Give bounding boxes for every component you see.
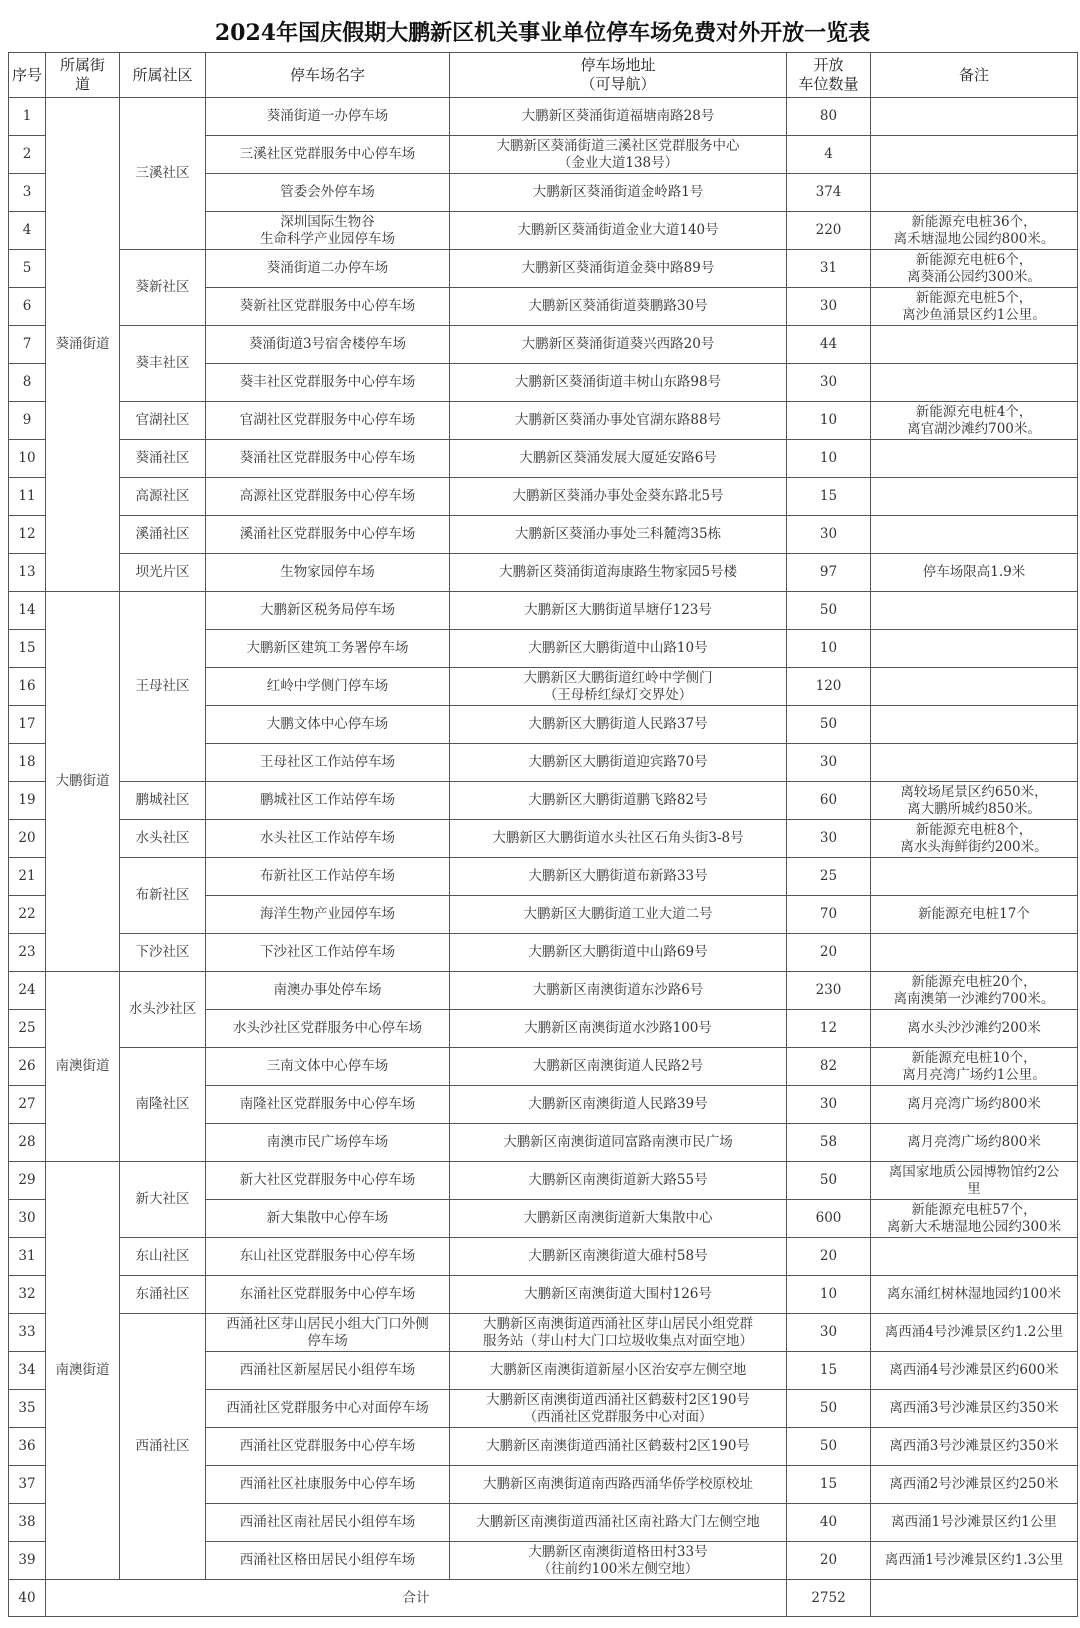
row-number: 18: [9, 744, 46, 782]
row-number: 12: [9, 516, 46, 554]
header-community: 所属社区: [120, 53, 206, 98]
parking-name: 高源社区党群服务中心停车场: [206, 478, 450, 516]
row-number: 15: [9, 630, 46, 668]
parking-name: 葵丰社区党群服务中心停车场: [206, 364, 450, 402]
table-row: [9, 554, 1078, 592]
parking-spaces: 50: [787, 592, 871, 630]
community-cell: 官湖社区: [120, 402, 206, 440]
parking-spaces: 50: [787, 1162, 871, 1200]
parking-note: 新能源充电桩57个， 离新大禾塘湿地公园约300米: [871, 1200, 1078, 1238]
parking-address: 大鹏新区大鹏街道工业大道二号: [450, 896, 787, 934]
table-row: [9, 98, 1078, 136]
total-number: 40: [9, 1580, 46, 1617]
parking-spaces: 374: [787, 174, 871, 212]
parking-note: [871, 478, 1078, 516]
parking-note: 新能源充电桩8个， 离水头海鲜街约200米。: [871, 820, 1078, 858]
parking-name: 大鹏文体中心停车场: [206, 706, 450, 744]
parking-spaces: 60: [787, 782, 871, 820]
parking-address: 大鹏新区南澳街道东沙路6号: [450, 972, 787, 1010]
parking-address: 大鹏新区南澳街道新大集散中心: [450, 1200, 787, 1238]
community-cell: 葵新社区: [120, 250, 206, 326]
parking-spaces: 40: [787, 1504, 871, 1542]
community-cell: 鹏城社区: [120, 782, 206, 820]
row-number: 21: [9, 858, 46, 896]
parking-note: 离西涌2号沙滩景区约250米: [871, 1466, 1078, 1504]
parking-spaces: 30: [787, 516, 871, 554]
table-row: [9, 858, 1078, 896]
community-cell: 三溪社区: [120, 98, 206, 250]
parking-spaces: 82: [787, 1048, 871, 1086]
parking-note: 离西涌4号沙滩景区约600米: [871, 1352, 1078, 1390]
parking-address: 大鹏新区葵涌街道金业大道140号: [450, 212, 787, 250]
parking-name: 新大社区党群服务中心停车场: [206, 1162, 450, 1200]
parking-spaces: 20: [787, 934, 871, 972]
parking-address: 大鹏新区葵涌办事处官湖东路88号: [450, 402, 787, 440]
parking-spaces: 50: [787, 1428, 871, 1466]
parking-address: 大鹏新区葵涌街道海康路生物家园5号楼: [450, 554, 787, 592]
parking-name: 东山社区党群服务中心停车场: [206, 1238, 450, 1276]
parking-name: 西涌社区社康服务中心停车场: [206, 1466, 450, 1504]
parking-address: 大鹏新区葵涌街道葵鹏路30号: [450, 288, 787, 326]
row-number: 39: [9, 1542, 46, 1580]
table-row: [9, 326, 1078, 364]
table-row: [9, 1162, 1078, 1200]
total-spaces: 2752: [787, 1580, 871, 1617]
parking-note: [871, 98, 1078, 136]
parking-name: 大鹏新区税务局停车场: [206, 592, 450, 630]
parking-address: 大鹏新区大鹏街道中山路69号: [450, 934, 787, 972]
table-row: [9, 1048, 1078, 1086]
row-number: 10: [9, 440, 46, 478]
parking-note: 离西涌1号沙滩景区约1公里: [871, 1504, 1078, 1542]
row-number: 38: [9, 1504, 46, 1542]
parking-address: 大鹏新区葵涌街道丰树山东路98号: [450, 364, 787, 402]
row-number: 8: [9, 364, 46, 402]
header-name: 停车场名字: [206, 53, 450, 98]
parking-address: 大鹏新区南澳街道同富路南澳市民广场: [450, 1124, 787, 1162]
parking-address: 大鹏新区南澳街道南西路西涌华侨学校原校址: [450, 1466, 787, 1504]
parking-address: 大鹏新区南澳街道人民路39号: [450, 1086, 787, 1124]
parking-name: 深圳国际生物谷 生命科学产业园停车场: [206, 212, 450, 250]
table-row: [9, 1238, 1078, 1276]
header-street: 所属街 道: [46, 53, 120, 98]
parking-table: [8, 52, 1078, 1617]
row-number: 4: [9, 212, 46, 250]
header-row: [9, 53, 1078, 98]
parking-address: 大鹏新区葵涌街道福塘南路28号: [450, 98, 787, 136]
row-number: 7: [9, 326, 46, 364]
parking-note: 离国家地质公园博物馆约2公 里: [871, 1162, 1078, 1200]
table-row: [9, 516, 1078, 554]
parking-note: [871, 744, 1078, 782]
street-cell: 大鹏街道: [46, 592, 120, 972]
community-cell: 水头沙社区: [120, 972, 206, 1048]
parking-note: [871, 668, 1078, 706]
parking-address: 大鹏新区南澳街道新屋小区治安亭左侧空地: [450, 1352, 787, 1390]
row-number: 33: [9, 1314, 46, 1352]
table-row: [9, 782, 1078, 820]
table-body: [9, 98, 1078, 1617]
parking-spaces: 220: [787, 212, 871, 250]
parking-note: 停车场限高1.9米: [871, 554, 1078, 592]
parking-address: 大鹏新区南澳街道格田村33号 （往前约100米左侧空地）: [450, 1542, 787, 1580]
parking-name: 生物家园停车场: [206, 554, 450, 592]
parking-address: 大鹏新区南澳街道西涌社区芽山居民小组党群 服务站（芽山村大门口垃圾收集点对面空地）: [450, 1314, 787, 1352]
row-number: 3: [9, 174, 46, 212]
parking-spaces: 10: [787, 1276, 871, 1314]
parking-spaces: 30: [787, 1314, 871, 1352]
parking-address: 大鹏新区葵涌办事处三科麓湾35栋: [450, 516, 787, 554]
parking-note: 离月亮湾广场约800米: [871, 1124, 1078, 1162]
parking-spaces: 30: [787, 820, 871, 858]
parking-spaces: 15: [787, 478, 871, 516]
parking-name: 葵涌社区党群服务中心停车场: [206, 440, 450, 478]
parking-spaces: 44: [787, 326, 871, 364]
row-number: 36: [9, 1428, 46, 1466]
total-row: [9, 1580, 1078, 1617]
row-number: 5: [9, 250, 46, 288]
parking-spaces: 10: [787, 630, 871, 668]
table-row: [9, 972, 1078, 1010]
parking-note: 离西涌3号沙滩景区约350米: [871, 1428, 1078, 1466]
row-number: 19: [9, 782, 46, 820]
parking-spaces: 600: [787, 1200, 871, 1238]
parking-address: 大鹏新区南澳街道大碓村58号: [450, 1238, 787, 1276]
parking-address: 大鹏新区大鹏街道人民路37号: [450, 706, 787, 744]
parking-note: [871, 516, 1078, 554]
parking-name: 西涌社区格田居民小组停车场: [206, 1542, 450, 1580]
parking-spaces: 80: [787, 98, 871, 136]
parking-address: 大鹏新区葵涌街道三溪社区党群服务中心 （金业大道138号）: [450, 136, 787, 174]
parking-note: 新能源充电桩20个， 离南澳第一沙滩约700米。: [871, 972, 1078, 1010]
table-row: [9, 1276, 1078, 1314]
parking-spaces: 58: [787, 1124, 871, 1162]
row-number: 28: [9, 1124, 46, 1162]
total-label: 合计: [46, 1580, 787, 1617]
parking-note: [871, 858, 1078, 896]
parking-address: 大鹏新区南澳街道西涌社区鹤薮村2区190号: [450, 1428, 787, 1466]
parking-name: 官湖社区党群服务中心停车场: [206, 402, 450, 440]
row-number: 16: [9, 668, 46, 706]
parking-name: 新大集散中心停车场: [206, 1200, 450, 1238]
parking-name: 管委会外停车场: [206, 174, 450, 212]
parking-name: 下沙社区工作站停车场: [206, 934, 450, 972]
community-cell: 东涌社区: [120, 1276, 206, 1314]
community-cell: 坝光片区: [120, 554, 206, 592]
parking-name: 葵新社区党群服务中心停车场: [206, 288, 450, 326]
row-number: 35: [9, 1390, 46, 1428]
parking-name: 南澳办事处停车场: [206, 972, 450, 1010]
parking-spaces: 15: [787, 1352, 871, 1390]
parking-spaces: 30: [787, 1086, 871, 1124]
parking-note: [871, 934, 1078, 972]
parking-name: 红岭中学侧门停车场: [206, 668, 450, 706]
parking-name: 溪涌社区党群服务中心停车场: [206, 516, 450, 554]
parking-address: 大鹏新区葵涌街道金葵中路89号: [450, 250, 787, 288]
parking-spaces: 30: [787, 288, 871, 326]
parking-address: 大鹏新区葵涌办事处金葵东路北5号: [450, 478, 787, 516]
community-cell: 溪涌社区: [120, 516, 206, 554]
parking-name: 鹏城社区工作站停车场: [206, 782, 450, 820]
parking-spaces: 30: [787, 744, 871, 782]
parking-spaces: 70: [787, 896, 871, 934]
row-number: 20: [9, 820, 46, 858]
parking-note: [871, 136, 1078, 174]
community-cell: 下沙社区: [120, 934, 206, 972]
header-note: 备注: [871, 53, 1078, 98]
parking-address: 大鹏新区葵涌发展大厦延安路6号: [450, 440, 787, 478]
community-cell: 水头社区: [120, 820, 206, 858]
parking-note: [871, 706, 1078, 744]
row-number: 32: [9, 1276, 46, 1314]
row-number: 25: [9, 1010, 46, 1048]
parking-name: 西涌社区芽山居民小组大门口外侧 停车场: [206, 1314, 450, 1352]
row-number: 31: [9, 1238, 46, 1276]
row-number: 29: [9, 1162, 46, 1200]
parking-note: 新能源充电桩10个， 离月亮湾广场约1公里。: [871, 1048, 1078, 1086]
parking-address: 大鹏新区大鹏街道中山路10号: [450, 630, 787, 668]
community-cell: 布新社区: [120, 858, 206, 934]
parking-note: [871, 364, 1078, 402]
parking-name: 葵涌街道二办停车场: [206, 250, 450, 288]
street-cell: 葵涌街道: [46, 98, 120, 592]
parking-name: 葵涌街道3号宿舍楼停车场: [206, 326, 450, 364]
parking-note: 离西涌3号沙滩景区约350米: [871, 1390, 1078, 1428]
parking-address: 大鹏新区南澳街道人民路2号: [450, 1048, 787, 1086]
parking-name: 三溪社区党群服务中心停车场: [206, 136, 450, 174]
parking-spaces: 120: [787, 668, 871, 706]
parking-note: [871, 326, 1078, 364]
parking-spaces: 97: [787, 554, 871, 592]
parking-address: 大鹏新区大鹏街道鹏飞路82号: [450, 782, 787, 820]
parking-spaces: 30: [787, 364, 871, 402]
row-number: 34: [9, 1352, 46, 1390]
row-number: 17: [9, 706, 46, 744]
parking-spaces: 4: [787, 136, 871, 174]
parking-note: [871, 174, 1078, 212]
parking-name: 三南文体中心停车场: [206, 1048, 450, 1086]
community-cell: 东山社区: [120, 1238, 206, 1276]
row-number: 11: [9, 478, 46, 516]
parking-address: 大鹏新区南澳街道西涌社区鹤薮村2区190号 （西涌社区党群服务中心对面）: [450, 1390, 787, 1428]
parking-note: 离西涌4号沙滩景区约1.2公里: [871, 1314, 1078, 1352]
parking-name: 西涌社区党群服务中心对面停车场: [206, 1390, 450, 1428]
parking-address: 大鹏新区大鹏街道红岭中学侧门 （王母桥红绿灯交界处）: [450, 668, 787, 706]
parking-name: 葵涌街道一办停车场: [206, 98, 450, 136]
parking-spaces: 20: [787, 1238, 871, 1276]
row-number: 23: [9, 934, 46, 972]
parking-address: 大鹏新区大鹏街道旱塘仔123号: [450, 592, 787, 630]
header-spaces: 开放 车位数量: [787, 53, 871, 98]
parking-address: 大鹏新区南澳街道水沙路100号: [450, 1010, 787, 1048]
parking-note: [871, 440, 1078, 478]
table-row: [9, 1314, 1078, 1352]
community-cell: 葵丰社区: [120, 326, 206, 402]
parking-spaces: 25: [787, 858, 871, 896]
parking-note: 新能源充电桩5个， 离沙鱼涌景区约1公里。: [871, 288, 1078, 326]
table-row: [9, 478, 1078, 516]
table-row: [9, 934, 1078, 972]
parking-spaces: 50: [787, 706, 871, 744]
parking-name: 水头沙社区党群服务中心停车场: [206, 1010, 450, 1048]
document-title: 2024年国庆假期大鹏新区机关事业单位停车场免费对外开放一览表: [214, 20, 871, 46]
community-cell: 王母社区: [120, 592, 206, 782]
row-number: 24: [9, 972, 46, 1010]
row-number: 1: [9, 98, 46, 136]
street-cell: 南澳街道: [46, 972, 120, 1162]
parking-note: 离较场尾景区约650米， 离大鹏所城约850米。: [871, 782, 1078, 820]
parking-address: 大鹏新区大鹏街道水头社区石角头街3-8号: [450, 820, 787, 858]
parking-address: 大鹏新区南澳街道大围村126号: [450, 1276, 787, 1314]
parking-note: 新能源充电桩17个: [871, 896, 1078, 934]
parking-spaces: 10: [787, 440, 871, 478]
parking-note: 新能源充电桩36个， 离禾塘湿地公园约800米。: [871, 212, 1078, 250]
parking-spaces: 31: [787, 250, 871, 288]
parking-note: 离东涌红树林湿地园约100米: [871, 1276, 1078, 1314]
row-number: 37: [9, 1466, 46, 1504]
parking-spaces: 50: [787, 1390, 871, 1428]
row-number: 27: [9, 1086, 46, 1124]
parking-note: [871, 1238, 1078, 1276]
parking-name: 西涌社区南社居民小组停车场: [206, 1504, 450, 1542]
parking-address: 大鹏新区葵涌街道葵兴西路20号: [450, 326, 787, 364]
parking-note: 离月亮湾广场约800米: [871, 1086, 1078, 1124]
parking-note: 新能源充电桩6个， 离葵涌公园约300米。: [871, 250, 1078, 288]
parking-spaces: 10: [787, 402, 871, 440]
parking-name: 水头社区工作站停车场: [206, 820, 450, 858]
row-number: 13: [9, 554, 46, 592]
row-number: 2: [9, 136, 46, 174]
row-number: 9: [9, 402, 46, 440]
table-row: [9, 440, 1078, 478]
parking-address: 大鹏新区大鹏街道布新路33号: [450, 858, 787, 896]
community-cell: 高源社区: [120, 478, 206, 516]
parking-name: 王母社区工作站停车场: [206, 744, 450, 782]
row-number: 22: [9, 896, 46, 934]
parking-note: 离水头沙沙滩约200米: [871, 1010, 1078, 1048]
parking-spaces: 230: [787, 972, 871, 1010]
parking-name: 西涌社区党群服务中心停车场: [206, 1428, 450, 1466]
parking-name: 海洋生物产业园停车场: [206, 896, 450, 934]
table-row: [9, 820, 1078, 858]
parking-name: 西涌社区新屋居民小组停车场: [206, 1352, 450, 1390]
parking-name: 东涌社区党群服务中心停车场: [206, 1276, 450, 1314]
row-number: 14: [9, 592, 46, 630]
parking-spaces: 20: [787, 1542, 871, 1580]
parking-name: 大鹏新区建筑工务署停车场: [206, 630, 450, 668]
parking-address: 大鹏新区大鹏街道迎宾路70号: [450, 744, 787, 782]
parking-note: 新能源充电桩4个， 离官湖沙滩约700米。: [871, 402, 1078, 440]
parking-name: 布新社区工作站停车场: [206, 858, 450, 896]
parking-address: 大鹏新区南澳街道西涌社区南社路大门左侧空地: [450, 1504, 787, 1542]
row-number: 26: [9, 1048, 46, 1086]
header-address: 停车场地址 （可导航）: [450, 53, 787, 98]
community-cell: 南隆社区: [120, 1048, 206, 1162]
total-note: [871, 1580, 1078, 1617]
row-number: 30: [9, 1200, 46, 1238]
parking-name: 南隆社区党群服务中心停车场: [206, 1086, 450, 1124]
parking-name: 南澳市民广场停车场: [206, 1124, 450, 1162]
parking-address: 大鹏新区葵涌街道金岭路1号: [450, 174, 787, 212]
header-no: 序号: [9, 53, 46, 98]
community-cell: 西涌社区: [120, 1314, 206, 1580]
document: [8, 14, 1077, 1617]
parking-note: 离西涌1号沙滩景区约1.3公里: [871, 1542, 1078, 1580]
street-cell: 南澳街道: [46, 1162, 120, 1580]
parking-spaces: 12: [787, 1010, 871, 1048]
row-number: 6: [9, 288, 46, 326]
table-row: [9, 402, 1078, 440]
community-cell: 新大社区: [120, 1162, 206, 1238]
parking-spaces: 15: [787, 1466, 871, 1504]
parking-note: [871, 592, 1078, 630]
community-cell: 葵涌社区: [120, 440, 206, 478]
parking-note: [871, 630, 1078, 668]
table-row: [9, 250, 1078, 288]
parking-address: 大鹏新区南澳街道新大路55号: [450, 1162, 787, 1200]
table-row: [9, 592, 1078, 630]
